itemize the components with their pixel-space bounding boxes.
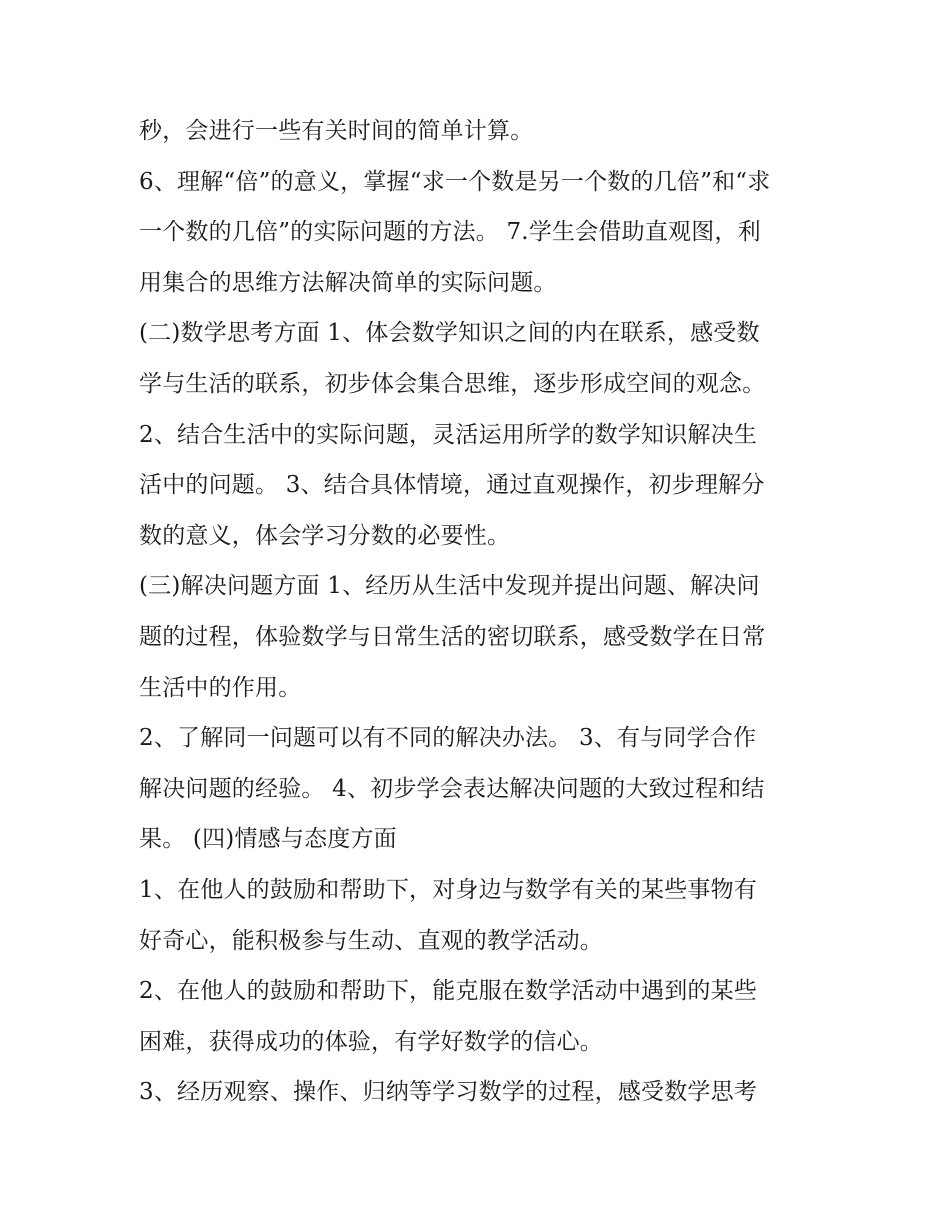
text-line: 题的过程，体验数学与日常生活的密切联系，感受数学在日常 [139, 623, 766, 650]
text-line: 6、理解“倍”的意义，掌握“求一个数是另一个数的几倍”和“求 [139, 168, 771, 195]
text-line: 活中的问题。 3、结合具体情境，通过直观操作，初步理解分 [139, 472, 765, 499]
text-line: 生活中的作用。 [139, 674, 302, 701]
text-line: 果。 (四)情感与态度方面 [139, 826, 397, 853]
text-line: (二)数学思考方面 1、体会数学知识之间的内在联系，感受数 [139, 320, 760, 347]
text-line: 秒，会进行一些有关时间的简单计算。 [139, 118, 534, 144]
text-line: 困难，获得成功的体验，有学好数学的信心。 [139, 1028, 603, 1055]
text-line: 解决问题的经验。 4、初步学会表达解决问题的大致过程和结 [139, 775, 765, 802]
text-line: 用集合的思维方法解决简单的实际问题。 [139, 269, 557, 296]
text-line: 2、结合生活中的实际问题，灵活运用所学的数学知识解决生 [139, 421, 758, 448]
text-line: 3、经历观察、操作、归纳等学习数学的过程，感受数学思考 [139, 1079, 758, 1106]
text-line: 2、了解同一问题可以有不同的解决办法。 3、有与同学合作 [139, 725, 757, 752]
text-line: 1、在他人的鼓励和帮助下，对身边与数学有关的某些事物有 [139, 876, 758, 903]
text-line: (三)解决问题方面 1、经历从生活中发现并提出问题、解决问 [139, 573, 760, 600]
text-line: 学与生活的联系，初步体会集合思维，逐步形成空间的观念。 [139, 370, 766, 397]
text-line: 好奇心，能积极参与生动、直观的教学活动。 [139, 927, 603, 954]
document-body [139, 106, 839, 1118]
text-line: 一个数的几倍”的实际问题的方法。 7.学生会借助直观图，利 [139, 219, 761, 246]
text-line: 2、在他人的鼓励和帮助下，能克服在数学活动中遇到的某些 [139, 978, 758, 1005]
text-line: 数的意义，体会学习分数的必要性。 [139, 522, 511, 549]
